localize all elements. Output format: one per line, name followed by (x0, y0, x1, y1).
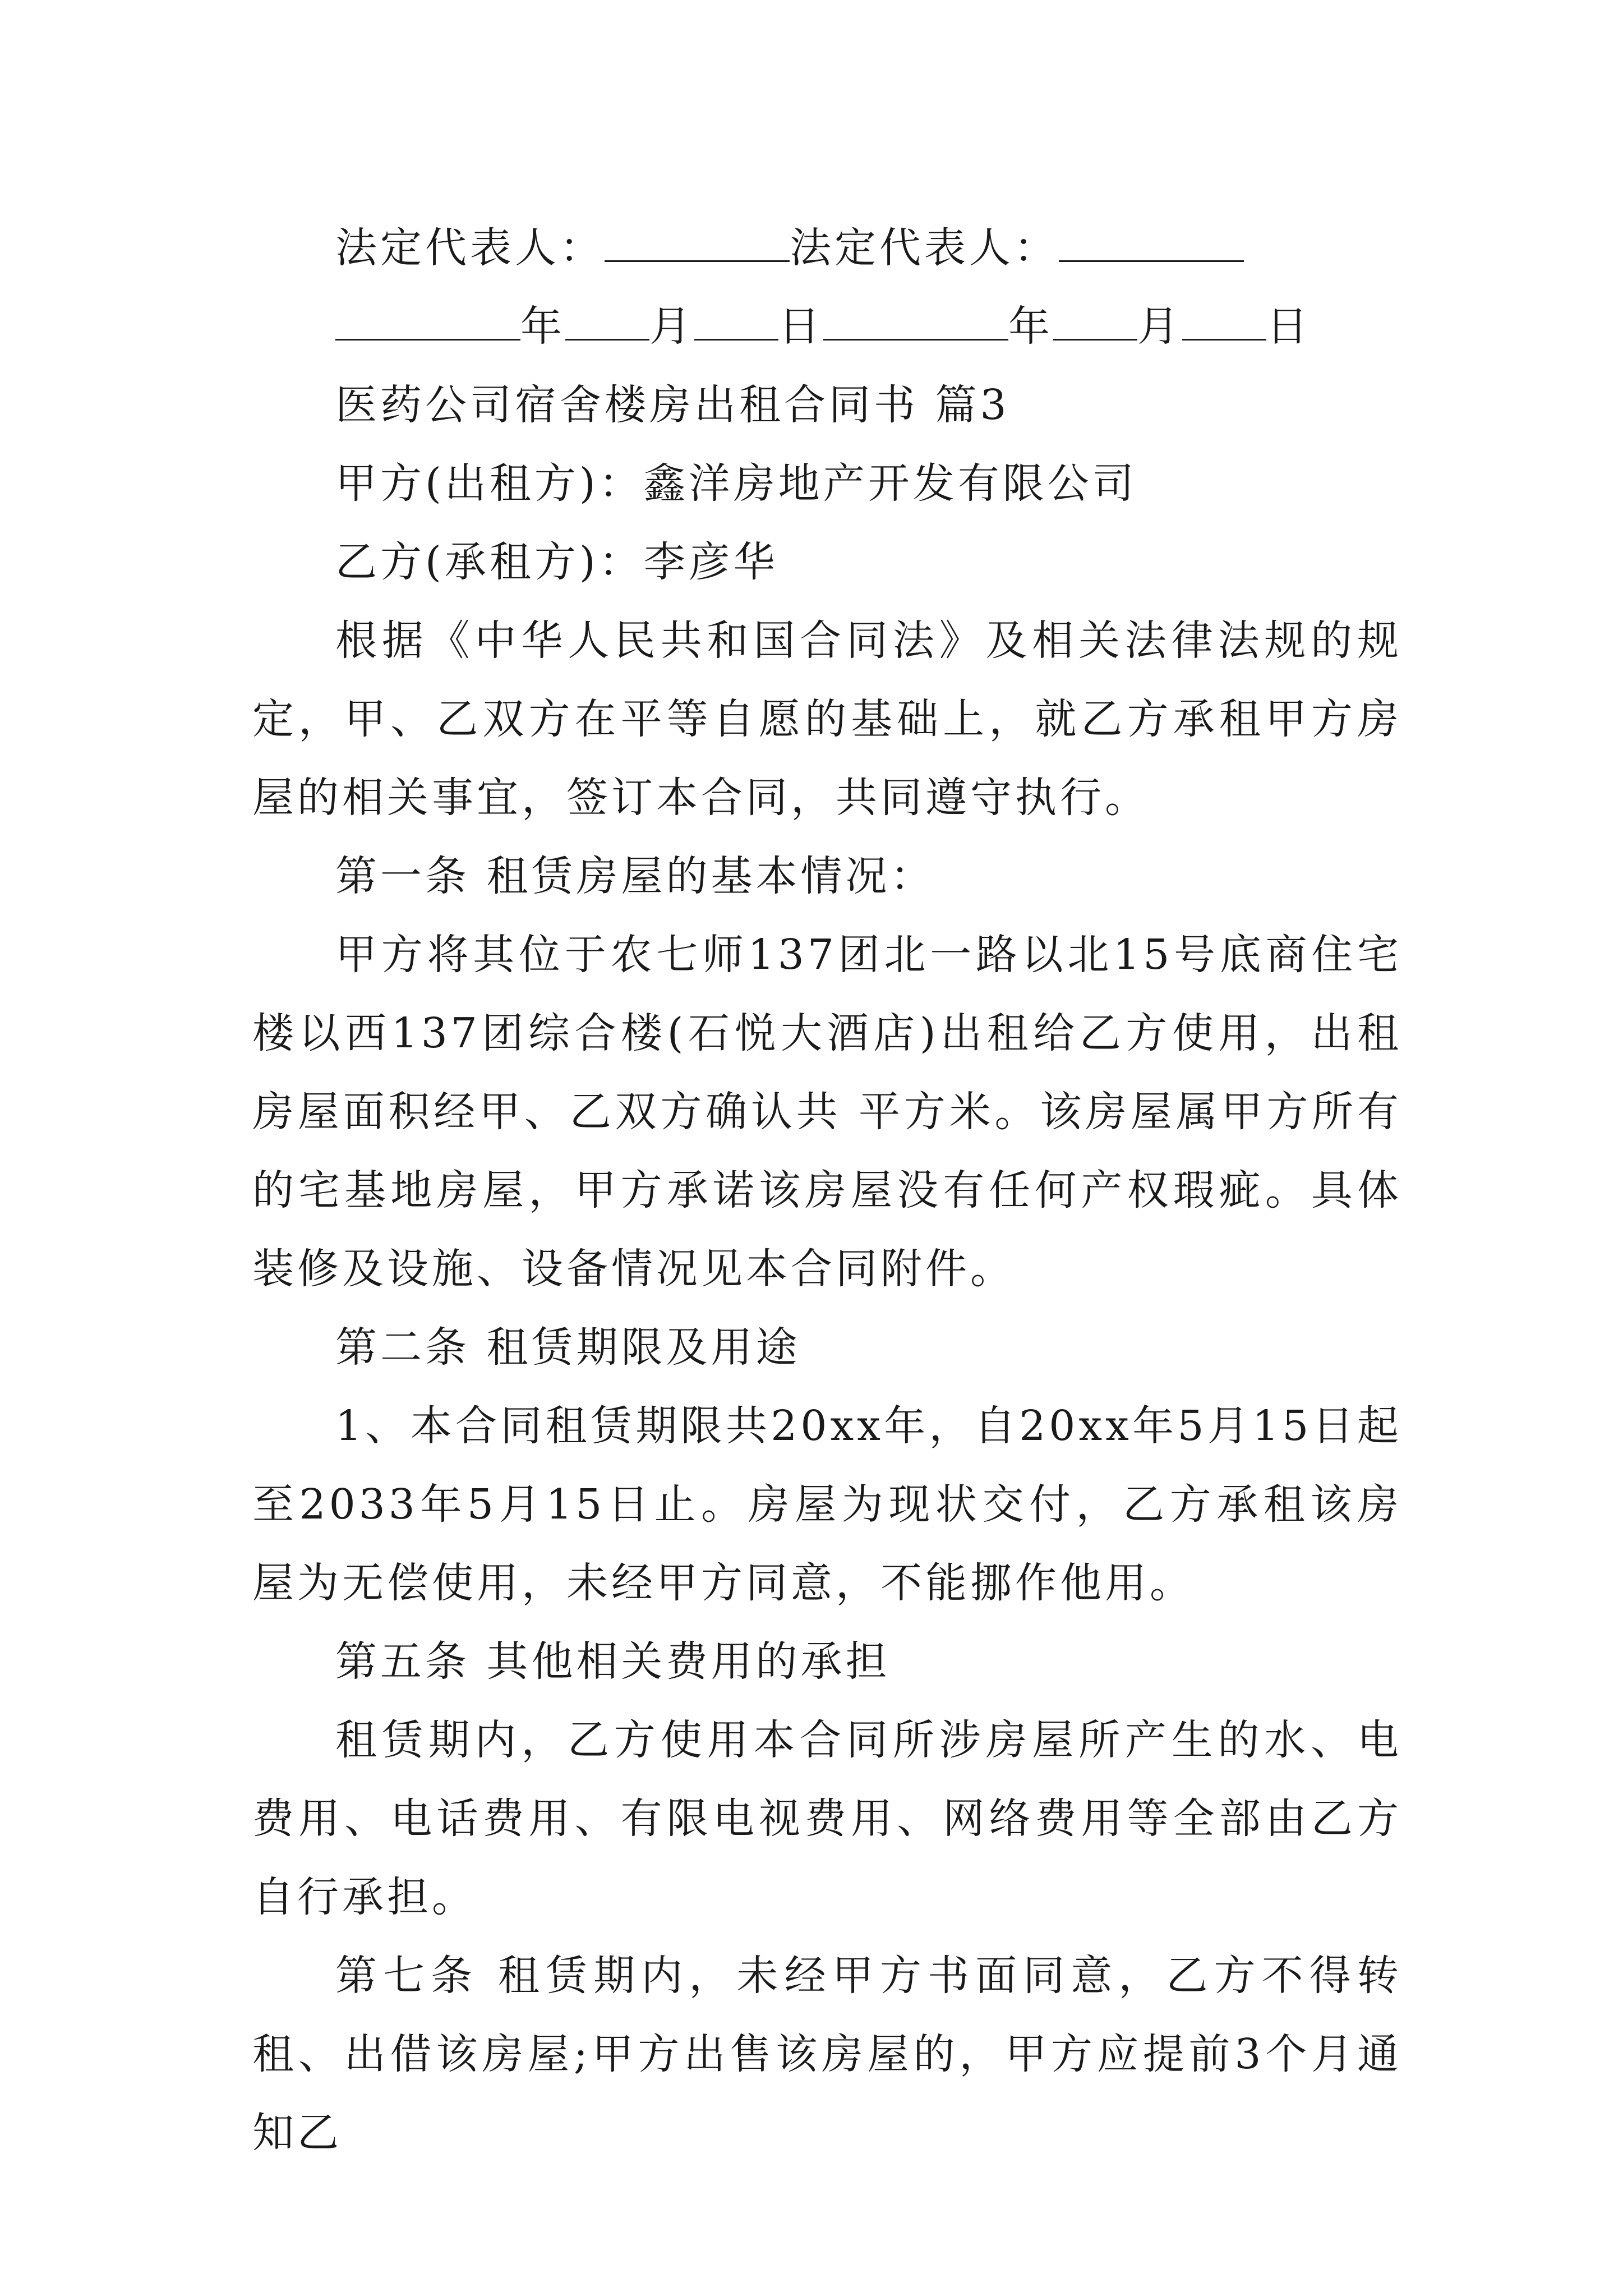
date-blank-month-right (1053, 300, 1137, 341)
date-year-right: 年 (1008, 302, 1053, 351)
party-a: 甲方(出租方)：鑫洋房地产开发有限公司 (335, 459, 1137, 508)
article-7-body: 第七条 租赁期内，未经甲方书面同意，乙方不得转租、出借该房屋;甲方出售该房屋的，甲方应提前3个月通知乙 (252, 1952, 1402, 2157)
rep-blank-left (605, 221, 790, 262)
article-1-title: 第一条 租赁房屋的基本情况： (335, 852, 935, 900)
article-1-body: 甲方将其位于农七师137团北一路以北15号底商住宅楼以西137团综合楼(石悦大酒店)出租给乙方使用，出租房屋面积经甲、乙双方确认共 平方米。该房屋属甲方所有的宅基地房屋，甲方承诺该房屋没有任何产权瑕疵。具体装修及设施、设备情况见本合同附件。 (252, 931, 1402, 1293)
article-2-title: 第二条 租赁期限及用途 (335, 1323, 801, 1372)
rep-blank-right (1059, 221, 1244, 262)
article-5-body: 租赁期内，乙方使用本合同所涉房屋所产生的水、电费用、电话费用、有限电视费用、网络费用等全部由乙方自行承担。 (252, 1716, 1402, 1921)
article-5-title: 第五条 其他相关费用的承担 (335, 1637, 891, 1686)
date-month-right: 月 (1137, 302, 1182, 351)
contract-heading: 医药公司宿舍楼房出租合同书 篇3 (335, 381, 1010, 429)
intro-paragraph: 根据《中华人民共和国合同法》及相关法律法规的规定，甲、乙双方在平等自愿的基础上，就乙方承租甲方房屋的相关事宜，签订本合同，共同遵守执行。 (252, 616, 1402, 822)
date-blank-year-right (823, 300, 1008, 341)
signature-date-line (252, 287, 1402, 366)
rep-label-right: 法定代表人： (790, 224, 1059, 272)
signature-representative-line (252, 209, 1402, 287)
date-day-right: 日 (1266, 302, 1311, 351)
date-blank-day-right (1182, 300, 1266, 341)
document-body (252, 209, 1402, 2172)
date-blank-month-left (565, 300, 649, 341)
date-day-left: 日 (778, 302, 823, 351)
article-2-body: 1、本合同租赁期限共20xx年，自20xx年5月15日起至2033年5月15日止。房屋为现状交付，乙方承租该房屋为无偿使用，未经甲方同意，不能挪作他用。 (252, 1402, 1402, 1607)
date-blank-day-left (694, 300, 778, 341)
date-month-left: 月 (649, 302, 694, 351)
date-year-left: 年 (520, 302, 565, 351)
rep-label-left: 法定代表人： (335, 224, 605, 272)
party-b: 乙方(承租方)：李彦华 (335, 538, 778, 586)
date-blank-year-left (335, 300, 520, 341)
